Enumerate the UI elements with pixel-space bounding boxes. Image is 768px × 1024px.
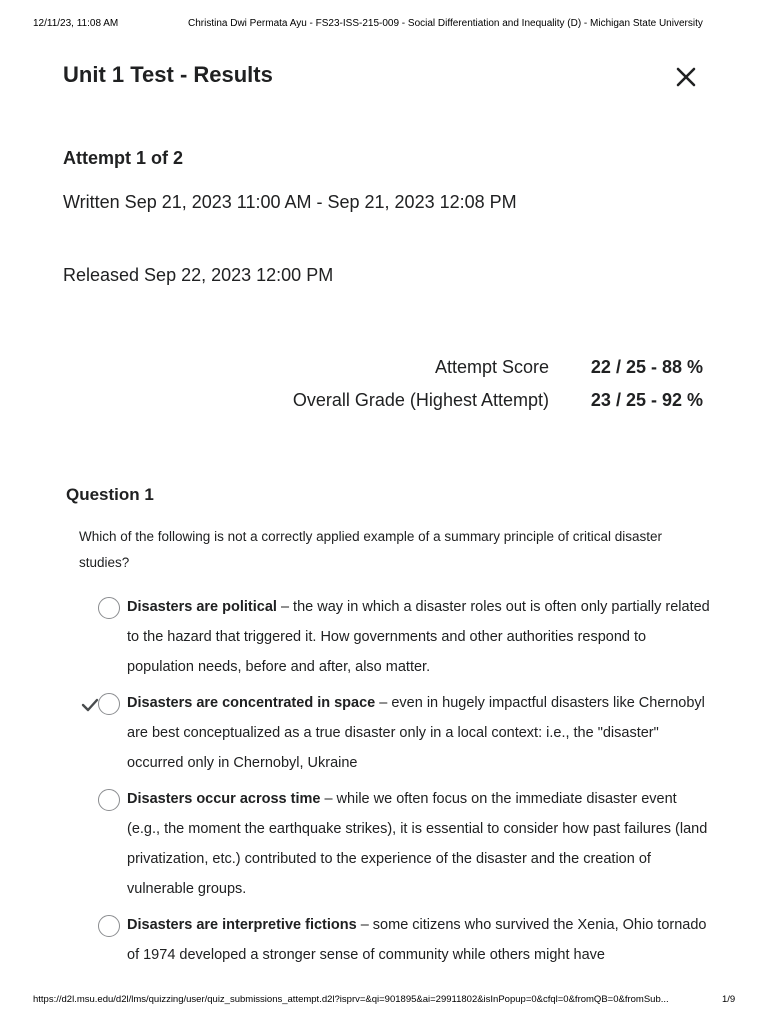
print-header — [0, 18, 768, 32]
overall-grade-row — [0, 390, 768, 414]
print-url: https://d2l.msu.edu/d2l/lms/quizzing/user/quiz_submissions_attempt.d2l?isprv=&qi=901895&ai=29911802&isInPopup=0&cfql=0&fromQB=0&fromSub... — [33, 994, 669, 1005]
option-title: Disasters are interpretive fictions — [127, 917, 357, 933]
option-radio[interactable] — [98, 789, 120, 811]
released-timestamp: Released Sep 22, 2023 12:00 PM — [63, 265, 334, 285]
attempt-score-label: Attempt Score — [434, 357, 549, 377]
option-description: – some citizens who survived the Xenia, Ohio tornado of 1974 developed a stronger sense of community while others might have — [127, 917, 707, 963]
print-page-number: 1/9 — [722, 994, 736, 1005]
overall-grade-label: Overall Grade (Highest Attempt) — [292, 390, 549, 410]
dialog-title: Unit 1 Test - Results — [63, 62, 273, 87]
option-radio[interactable] — [98, 915, 120, 937]
option-radio[interactable] — [98, 693, 120, 715]
option-description: – even in hugely impactful disasters like Chernobyl are best conceptualized as a true disaster only in a local context: i.e., the "disaster" occurred only in Chernobyl, Ukraine — [127, 695, 705, 771]
option-description: – the way in which a disaster roles out is often only partially related to the hazard that triggered it. How governments and other authorities respond to population needs, before and after, also matter. — [127, 599, 710, 675]
option-title: Disasters are concentrated in space — [127, 695, 376, 711]
print-datetime: 12/11/23, 11:08 AM — [33, 18, 119, 29]
check-icon — [81, 698, 99, 712]
answer-option — [127, 784, 712, 904]
answer-option — [127, 688, 712, 778]
written-timestamp: Written Sep 21, 2023 11:00 AM - Sep 21, 2023 12:08 PM — [63, 192, 517, 212]
close-button[interactable] — [672, 63, 700, 91]
attempt-score-row — [0, 357, 768, 381]
option-description: – while we often focus on the immediate disaster event (e.g., the moment the earthquake strikes), it is essential to consider how past failures (land privatization, etc.) contributed to the experience of the disaster and the creation of vulnerable groups. — [127, 791, 708, 897]
print-footer — [0, 994, 768, 1008]
attempt-score-value: 22 / 25 - 88 % — [590, 357, 703, 377]
question-heading: Question 1 — [66, 485, 154, 504]
option-title: Disasters are political — [127, 599, 277, 615]
option-title: Disasters occur across time — [127, 791, 321, 807]
answer-option — [127, 592, 712, 682]
question-text: Which of the following is not a correctly applied example of a summary principle of critical disaster studies? — [79, 529, 662, 570]
option-radio[interactable] — [98, 597, 120, 619]
attempt-label: Attempt 1 of 2 — [63, 148, 184, 168]
close-icon — [672, 63, 700, 91]
overall-grade-value: 23 / 25 - 92 % — [590, 390, 703, 410]
answer-option — [127, 910, 712, 970]
print-page-title: Christina Dwi Permata Ayu - FS23-ISS-215-009 - Social Differentiation and Inequality (D) - Michigan State University — [188, 18, 703, 29]
